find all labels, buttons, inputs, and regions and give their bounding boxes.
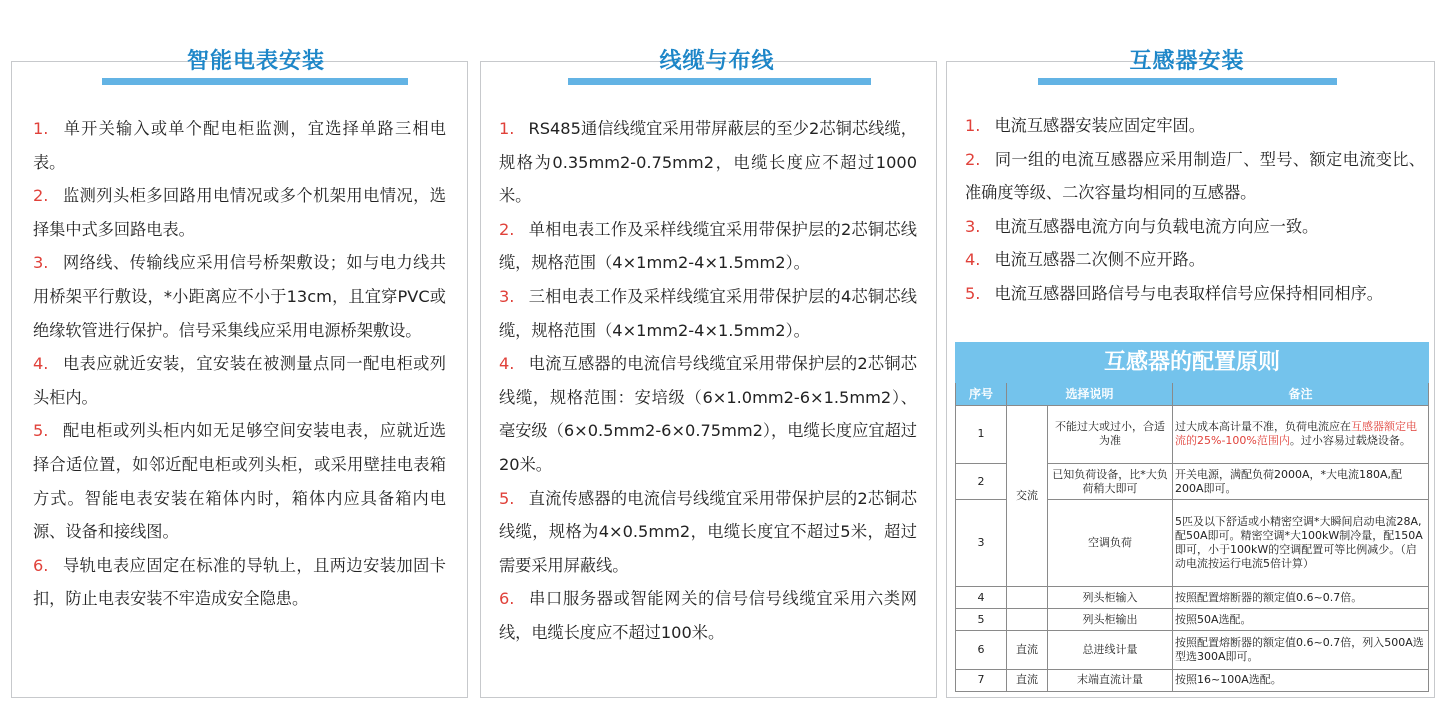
table-row: [956, 669, 1429, 691]
list-item: [33, 246, 446, 347]
list-item-number: 4.: [499, 354, 515, 374]
list-item-text: 监测列头柜多回路用电情况或多个机架用电情况，选择集中式多回路电表。: [33, 186, 446, 239]
ct-install-title: 互感器安装: [1129, 49, 1245, 74]
meter-title-underline: [102, 78, 408, 85]
list-item: [965, 277, 1425, 311]
list-item-text: 直流传感器的电流信号线缆宜采用带保护层的2芯铜芯线缆，规格为4×0.5mm2，电缆长度宜不超过5米，超过需要采用屏蔽线。: [499, 488, 917, 575]
list-item-number: 3.: [33, 253, 49, 273]
list-item-text: 单相电表工作及采样线缆宜采用带保护层的2芯铜芯线缆，规格范围（4×1mm2-4×1.5mm2）。: [499, 219, 917, 273]
row-note: 按照配置熔断器的额定值0.6~0.7倍。: [1173, 587, 1429, 609]
note-text: 。过小容易过载烧设备。: [1289, 434, 1411, 448]
list-item: [499, 582, 917, 649]
list-item-text: 配电柜或列头柜内如无足够空间安装电表，应就近选择合适位置，如邻近配电柜或列头柜，或采用壁挂电表箱方式。智能电表安装在箱体内时，箱体内应具备箱内电源、设备和接线图。: [33, 421, 446, 542]
table-row: [956, 405, 1429, 464]
list-item-text: 电表应就近安装，宜安装在被测量点同一配电柜或列头柜内。: [33, 354, 446, 407]
list-item-number: 1.: [965, 116, 981, 135]
row-desc: 空调负荷: [1048, 500, 1173, 587]
row-desc: 已知负荷设备，比*大负荷稍大即可: [1048, 464, 1173, 500]
meter-install-title: 智能电表安装: [186, 49, 325, 74]
cable-wiring-title: 线缆与布线: [659, 49, 775, 74]
group-empty: [1007, 609, 1048, 631]
list-item-number: 2.: [33, 186, 49, 206]
list-item-number: 4.: [33, 354, 49, 374]
list-item: [499, 112, 917, 213]
row-no: 2: [956, 464, 1007, 500]
list-item-number: 3.: [499, 286, 515, 306]
list-item: [965, 109, 1425, 143]
row-note: 按照配置熔断器的额定值0.6~0.7倍，列入500A选型选300A即可。: [1173, 631, 1429, 669]
list-item-text: 电流互感器二次侧不应开路。: [994, 250, 1205, 270]
list-item-number: 6.: [33, 555, 49, 575]
list-item: [33, 179, 446, 246]
list-item: [499, 482, 917, 583]
meter-install-list: [33, 112, 446, 616]
header-note: 备注: [1173, 383, 1429, 405]
table-row: [956, 609, 1429, 631]
list-item-text: 电流互感器安装应固定牢固。: [994, 116, 1205, 135]
list-item-text: 单开关输入或单个配电柜监测，宜选择单路三相电表。: [33, 119, 446, 172]
row-desc: 列头柜输出: [1048, 609, 1173, 631]
note-text: 过大成本高计量不准，负荷电流应在: [1175, 420, 1351, 434]
list-item: [965, 210, 1425, 244]
list-item: [33, 112, 446, 179]
list-item: [33, 414, 446, 548]
header-no: 序号: [956, 383, 1007, 405]
row-no: 7: [956, 669, 1007, 691]
list-item-number: 1.: [499, 119, 515, 138]
list-item-number: 2.: [499, 219, 515, 239]
row-no: 6: [956, 631, 1007, 669]
row-no: 4: [956, 587, 1007, 609]
row-note: 5匹及以下舒适或小精密空调*大瞬间启动电流28A,配50A即可。精密空调*大100kW制冷量，配150A即可，小于100kW的空调配置可等比例减少。（启动电流按运行电流5倍计算）: [1173, 500, 1429, 587]
list-item: [499, 347, 917, 481]
table-row: [956, 631, 1429, 669]
group-empty: [1007, 587, 1048, 609]
list-item-text: 导轨电表应固定在标准的导轨上，且两边安装加固卡扣，防止电表安装不牢造成安全隐患。: [33, 555, 446, 609]
list-item-number: 5.: [965, 283, 981, 303]
row-desc: 不能过大或过小，合适为准: [1048, 405, 1173, 464]
cable-wiring-list: [499, 112, 917, 650]
list-item: [499, 280, 917, 347]
row-note: 按照50A选配。: [1173, 609, 1429, 631]
list-item-text: 电流互感器回路信号与电表取样信号应保持相同相序。: [994, 283, 1383, 303]
list-item-number: 1.: [33, 119, 49, 138]
list-item-text: 电流互感器的电流信号线缆宜采用带保护层的2芯铜芯线缆，规格范围：安培级（6×1.0mm2-6×1.5mm2）、毫安级（6×0.5mm2-6×0.75mm2），电缆长度应宜超过20米。: [499, 354, 917, 474]
group-dc: 直流: [1007, 631, 1048, 669]
list-item-number: 4.: [965, 250, 981, 270]
list-item: [33, 347, 446, 414]
note-highlight: 互感器额定电流的25%-100%范围内: [1175, 420, 1417, 448]
cable-title-underline: [568, 78, 871, 85]
ct-install-list: [965, 109, 1425, 311]
row-no: 3: [956, 500, 1007, 587]
list-item-text: 三相电表工作及采样线缆宜采用带保护层的4芯铜芯线缆，规格范围（4×1mm2-4×1.5mm2）。: [499, 286, 917, 340]
row-desc: 末端直流计量: [1048, 669, 1173, 691]
list-item-number: 2.: [965, 149, 981, 169]
list-item-number: 3.: [965, 216, 981, 236]
table-row: [956, 587, 1429, 609]
list-item: [965, 243, 1425, 277]
list-item-number: 6.: [499, 589, 515, 609]
list-item-text: 串口服务器或智能网关的信号信号线缆宜采用六类网线，电缆长度应不超过100米。: [499, 589, 917, 642]
list-item-text: 网络线、传输线应采用信号桥架敷设；如与电力线共用桥架平行敷设，*小距离应不小于13cm，且宜穿PVC或绝缘软管进行保护。信号采集线应采用电源桥架敷设。: [33, 253, 446, 340]
group-ac: 交流: [1007, 405, 1048, 587]
list-item-text: 同一组的电流互感器应采用制造厂、型号、额定电流变比、准确度等级、二次容量均相同的互感器。: [965, 149, 1425, 203]
list-item: [965, 143, 1425, 210]
list-item: [33, 549, 446, 616]
row-note: 开关电源，满配负荷2000A，*大电流180A,配200A即可。: [1173, 464, 1429, 500]
list-item: [499, 213, 917, 280]
ct-config-table: [955, 342, 1429, 692]
row-no: 1: [956, 405, 1007, 464]
config-table-title: 互感器的配置原则: [956, 343, 1429, 383]
row-desc: 总进线计量: [1048, 631, 1173, 669]
row-note: 按照16~100A选配。: [1173, 669, 1429, 691]
list-item-text: 电流互感器电流方向与负载电流方向应一致。: [994, 216, 1319, 236]
list-item-number: 5.: [499, 488, 515, 508]
row-no: 5: [956, 609, 1007, 631]
row-desc: 列头柜输入: [1048, 587, 1173, 609]
header-desc: 选择说明: [1007, 383, 1173, 405]
group-dc: 直流: [1007, 669, 1048, 691]
ct-title-underline: [1038, 78, 1337, 85]
list-item-number: 5.: [33, 421, 49, 441]
list-item-text: RS485通信线缆宜采用带屏蔽层的至少2芯铜芯线缆，规格为0.35mm2-0.75mm2，电缆长度应不超过1000米。: [499, 119, 917, 206]
row-note: [1173, 405, 1429, 464]
